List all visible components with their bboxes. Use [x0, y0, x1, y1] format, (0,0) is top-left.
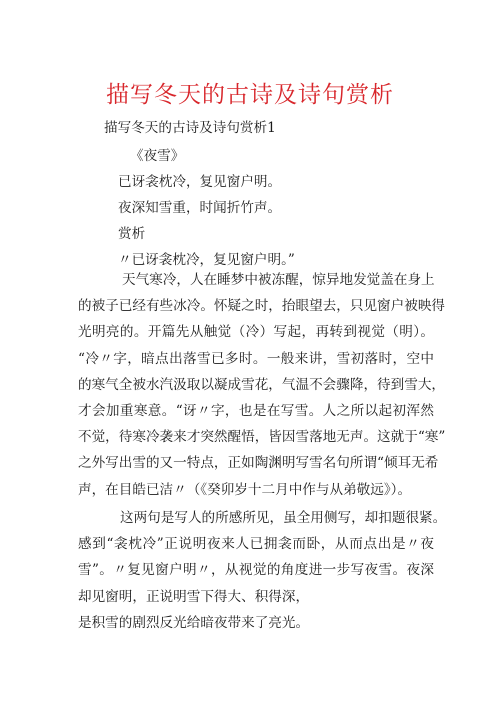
- paragraph-1-line: 天气寒冷，人在睡梦中被冻醒，惊异地发觉盖在身上: [122, 272, 435, 288]
- paragraph-2-line: 这两句是写人的所感所见，虽全用侧写，却扣题很紧。: [120, 510, 447, 526]
- paragraph-1-line: 才会加重寒意。“讶〃字，也是在写雪。人之所以起初浑然: [78, 402, 434, 419]
- paragraph-2-line: 是积雪的剧烈反光给暗夜带来了亮光。: [78, 614, 310, 631]
- paragraph-1-line: 不觉，待寒冷袭来才突然醒悟，皆因雪落地无声。这就于“寒”: [78, 429, 446, 446]
- paragraph-2-line: 却见窗明，正说明雪下得大、积得深，: [78, 588, 310, 605]
- document-subtitle: 描写冬天的古诗及诗句赏析1: [104, 120, 276, 136]
- paragraph-1-line: 之外写出雪的又一特点，正如陶渊明写雪名句所谓“倾耳无希: [78, 455, 439, 472]
- quoted-line: 〃已讶衾枕冷，复见窗户明。”: [118, 252, 295, 268]
- paragraph-2-line: 雪”。〃复见窗户明〃，从视觉的角度进一步写夜雪。夜深: [78, 562, 434, 579]
- document-title: 描写冬天的古诗及诗句赏析: [106, 82, 394, 108]
- poem-line-1: 已讶衾枕冷，复见窗户明。: [118, 174, 282, 190]
- paragraph-2-line: 感到“衾枕冷”正说明夜来人已拥衾而卧，从而点出是〃夜: [78, 536, 434, 553]
- paragraph-1-line: 的寒气全被水汽汲取以凝成雪花，气温不会骤降，待到雪大，: [78, 376, 446, 393]
- paragraph-1-line: 的被子已经有些冰冷。怀疑之时，抬眼望去，只见窗户被映得: [78, 298, 446, 315]
- paragraph-1-line: “冷〃字，暗点出落雪已多时。一般来讲，雪初落时，空中: [78, 350, 434, 367]
- paragraph-1-line: 声，在目皓已洁〃（《癸卯岁十二月中作与从弟敬远》）。: [78, 481, 412, 498]
- poem-title: 《夜雪》: [130, 148, 185, 164]
- analysis-paragraph-2: [78, 505, 447, 636]
- section-label: 赏析: [118, 226, 146, 242]
- poem-line-2: 夜深知雪重，时闻折竹声。: [118, 200, 282, 216]
- paragraph-1-line: 光明亮的。开篇先从触觉（冷）写起，再转到视觉（明）。: [78, 324, 434, 341]
- analysis-paragraph-1: [78, 267, 446, 503]
